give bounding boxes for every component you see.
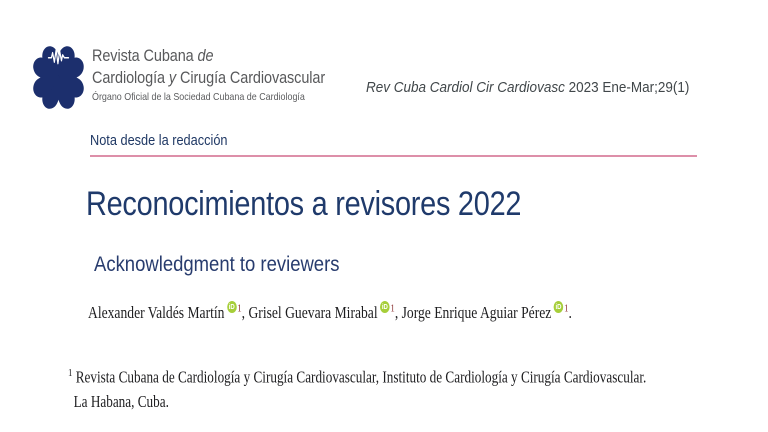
orcid-icon-label: iD	[555, 301, 562, 311]
article-subtitle: Acknowledgment to reviewers	[94, 253, 340, 276]
orcid-icon[interactable]	[227, 301, 237, 313]
author-name: Alexander Valdés Martín iD $^1$,	[88, 301, 249, 322]
author-affiliation-sup: 1	[390, 302, 395, 314]
orcid-icon-label: iD	[228, 301, 235, 311]
author-name: Grisel Guevara Mirabal iD $^1$,	[248, 301, 402, 322]
masthead	[92, 45, 325, 103]
affiliation-line1: $^1$ Revista Cubana de Cardiología y Cirugía Cardiovascular, Instituto de Cardiología y Cirugía Cardiovascular.	[68, 367, 647, 387]
divider-rule	[90, 155, 697, 157]
journal-name-line1: Revista Cubana de	[92, 46, 214, 65]
author-affiliation-sup: 1	[564, 302, 569, 314]
affiliation-footnote	[68, 361, 646, 414]
affiliation-line2: La Habana, Cuba.	[73, 391, 169, 411]
cardiology-society-logo	[29, 41, 88, 114]
author-affiliation-sup: 1	[237, 302, 242, 314]
orcid-icon-label: iD	[381, 301, 388, 311]
author-separator: ,	[394, 302, 402, 322]
citation-issue: 2023 Ene-Mar;29(1)	[564, 79, 690, 96]
author-separator: .	[568, 302, 572, 322]
citation-journal-abbrev: Rev Cuba Cardiol Cir Cardiovasc	[366, 79, 565, 96]
affiliation-sup: 1	[68, 367, 73, 379]
author-separator: ,	[241, 302, 249, 322]
article-title: Reconocimientos a revisores 2022	[86, 185, 522, 223]
journal-tagline: Órgano Oficial de la Sociedad Cubana de Cardiología	[92, 91, 305, 103]
author-name: Jorge Enrique Aguiar Pérez iD $^1$.	[401, 301, 572, 322]
journal-name-line2: Cardiología y Cirugía Cardiovascular	[92, 67, 326, 87]
orcid-icon[interactable]	[380, 301, 390, 313]
authors-line	[88, 302, 572, 323]
citation-line	[366, 79, 689, 96]
orcid-icon[interactable]	[554, 301, 564, 313]
section-label: Nota desde la redacción	[90, 132, 228, 149]
